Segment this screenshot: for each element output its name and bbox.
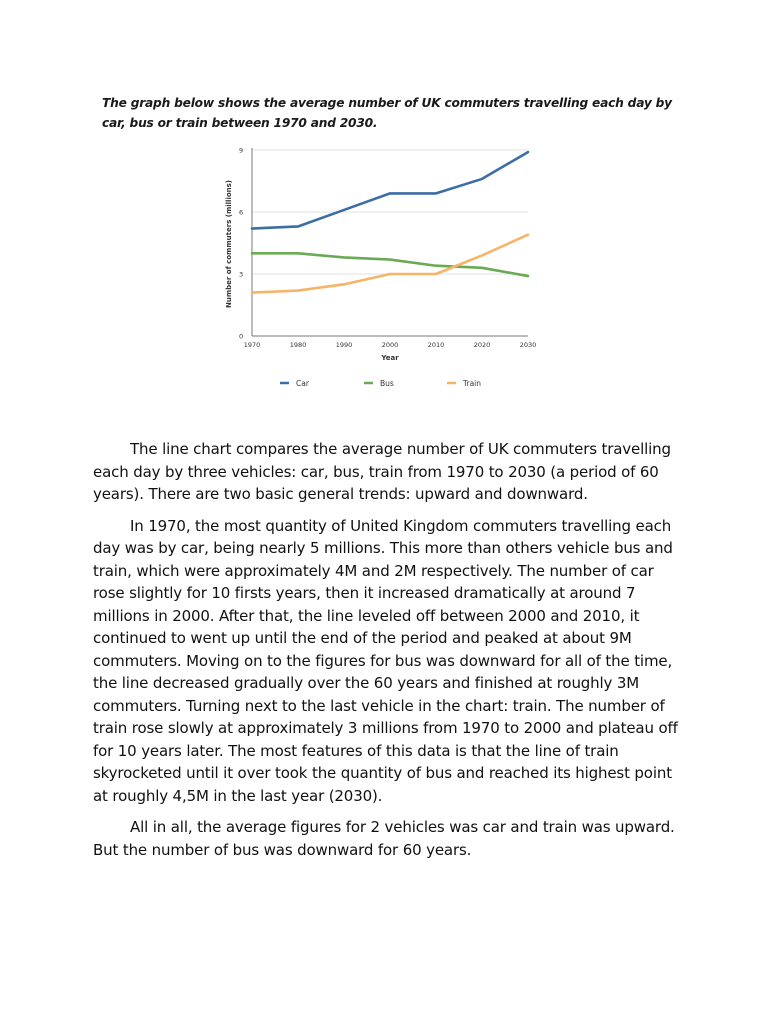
grid-lines <box>252 150 528 274</box>
x-tick-label: 2020 <box>473 341 491 349</box>
series-line-bus <box>252 253 528 276</box>
legend-label-car: Car <box>296 379 309 388</box>
legend-label-train: Train <box>463 379 481 388</box>
line-chart <box>218 140 548 400</box>
series-lines <box>252 152 528 293</box>
y-axis-label: Number of commuters (millions) <box>225 179 233 309</box>
x-tick-label: 2000 <box>381 341 399 349</box>
y-tick-label: 3 <box>239 270 244 279</box>
series-line-car <box>252 152 528 228</box>
paragraph-intro: The line chart compares the average number of UK commuters travelling each day by three vehicles: car, bus, train from 1970 to 2030 (a period of 60 years). There are two basic general trends: upward and downward. <box>93 440 671 503</box>
x-tick-label: 2010 <box>427 341 445 349</box>
y-tick-label: 0 <box>239 332 244 341</box>
x-axis-label: Year <box>381 354 399 362</box>
paragraph-details: In 1970, the most quantity of United Kingdom commuters travelling each day was by car, being nearly 5 millions. This more than others vehicle bus and train, which were approximately 4M and 2M respectively. The number of car rose slightly for 10 firsts years, then it increased dramatically at around 7 millions in 2000. After that, the line leveled off between 2000 and 2010, it continued to went up until the end of the period and peaked at about 9M commuters. Moving on to the figures for bus was downward for all of the time, the line decreased gradually over the 60 years and finished at roughly 3M commuters. Turning next to the last vehicle in the chart: train. The number of train rose slowly at approximately 3 millions from 1970 to 2000 and plateau off for 10 years later. The most features of this data is that the line of train skyrocketed until it over took the quantity of bus and reached its highest point at roughly 4,5M in the last year (2030). <box>93 516 678 805</box>
x-tick-label: 1970 <box>243 341 261 349</box>
paragraph-conclusion: All in all, the average figures for 2 vehicles was car and train was upward. But the number of bus was downward for 60 years. <box>93 818 675 859</box>
essay-body <box>93 438 683 870</box>
y-tick-label: 6 <box>239 208 244 217</box>
x-tick-label: 1990 <box>335 341 353 349</box>
x-tick-label: 1980 <box>289 341 307 349</box>
tick-labels <box>239 147 536 350</box>
y-tick-label: 9 <box>239 146 244 155</box>
legend <box>280 379 481 388</box>
legend-label-bus: Bus <box>380 379 394 388</box>
chart-heading: The graph below shows the average number of UK commuters travelling each day by car, bus or train between 1970 and 2030. <box>102 96 672 130</box>
x-tick-label: 2030 <box>519 341 537 349</box>
series-line-train <box>252 235 528 293</box>
